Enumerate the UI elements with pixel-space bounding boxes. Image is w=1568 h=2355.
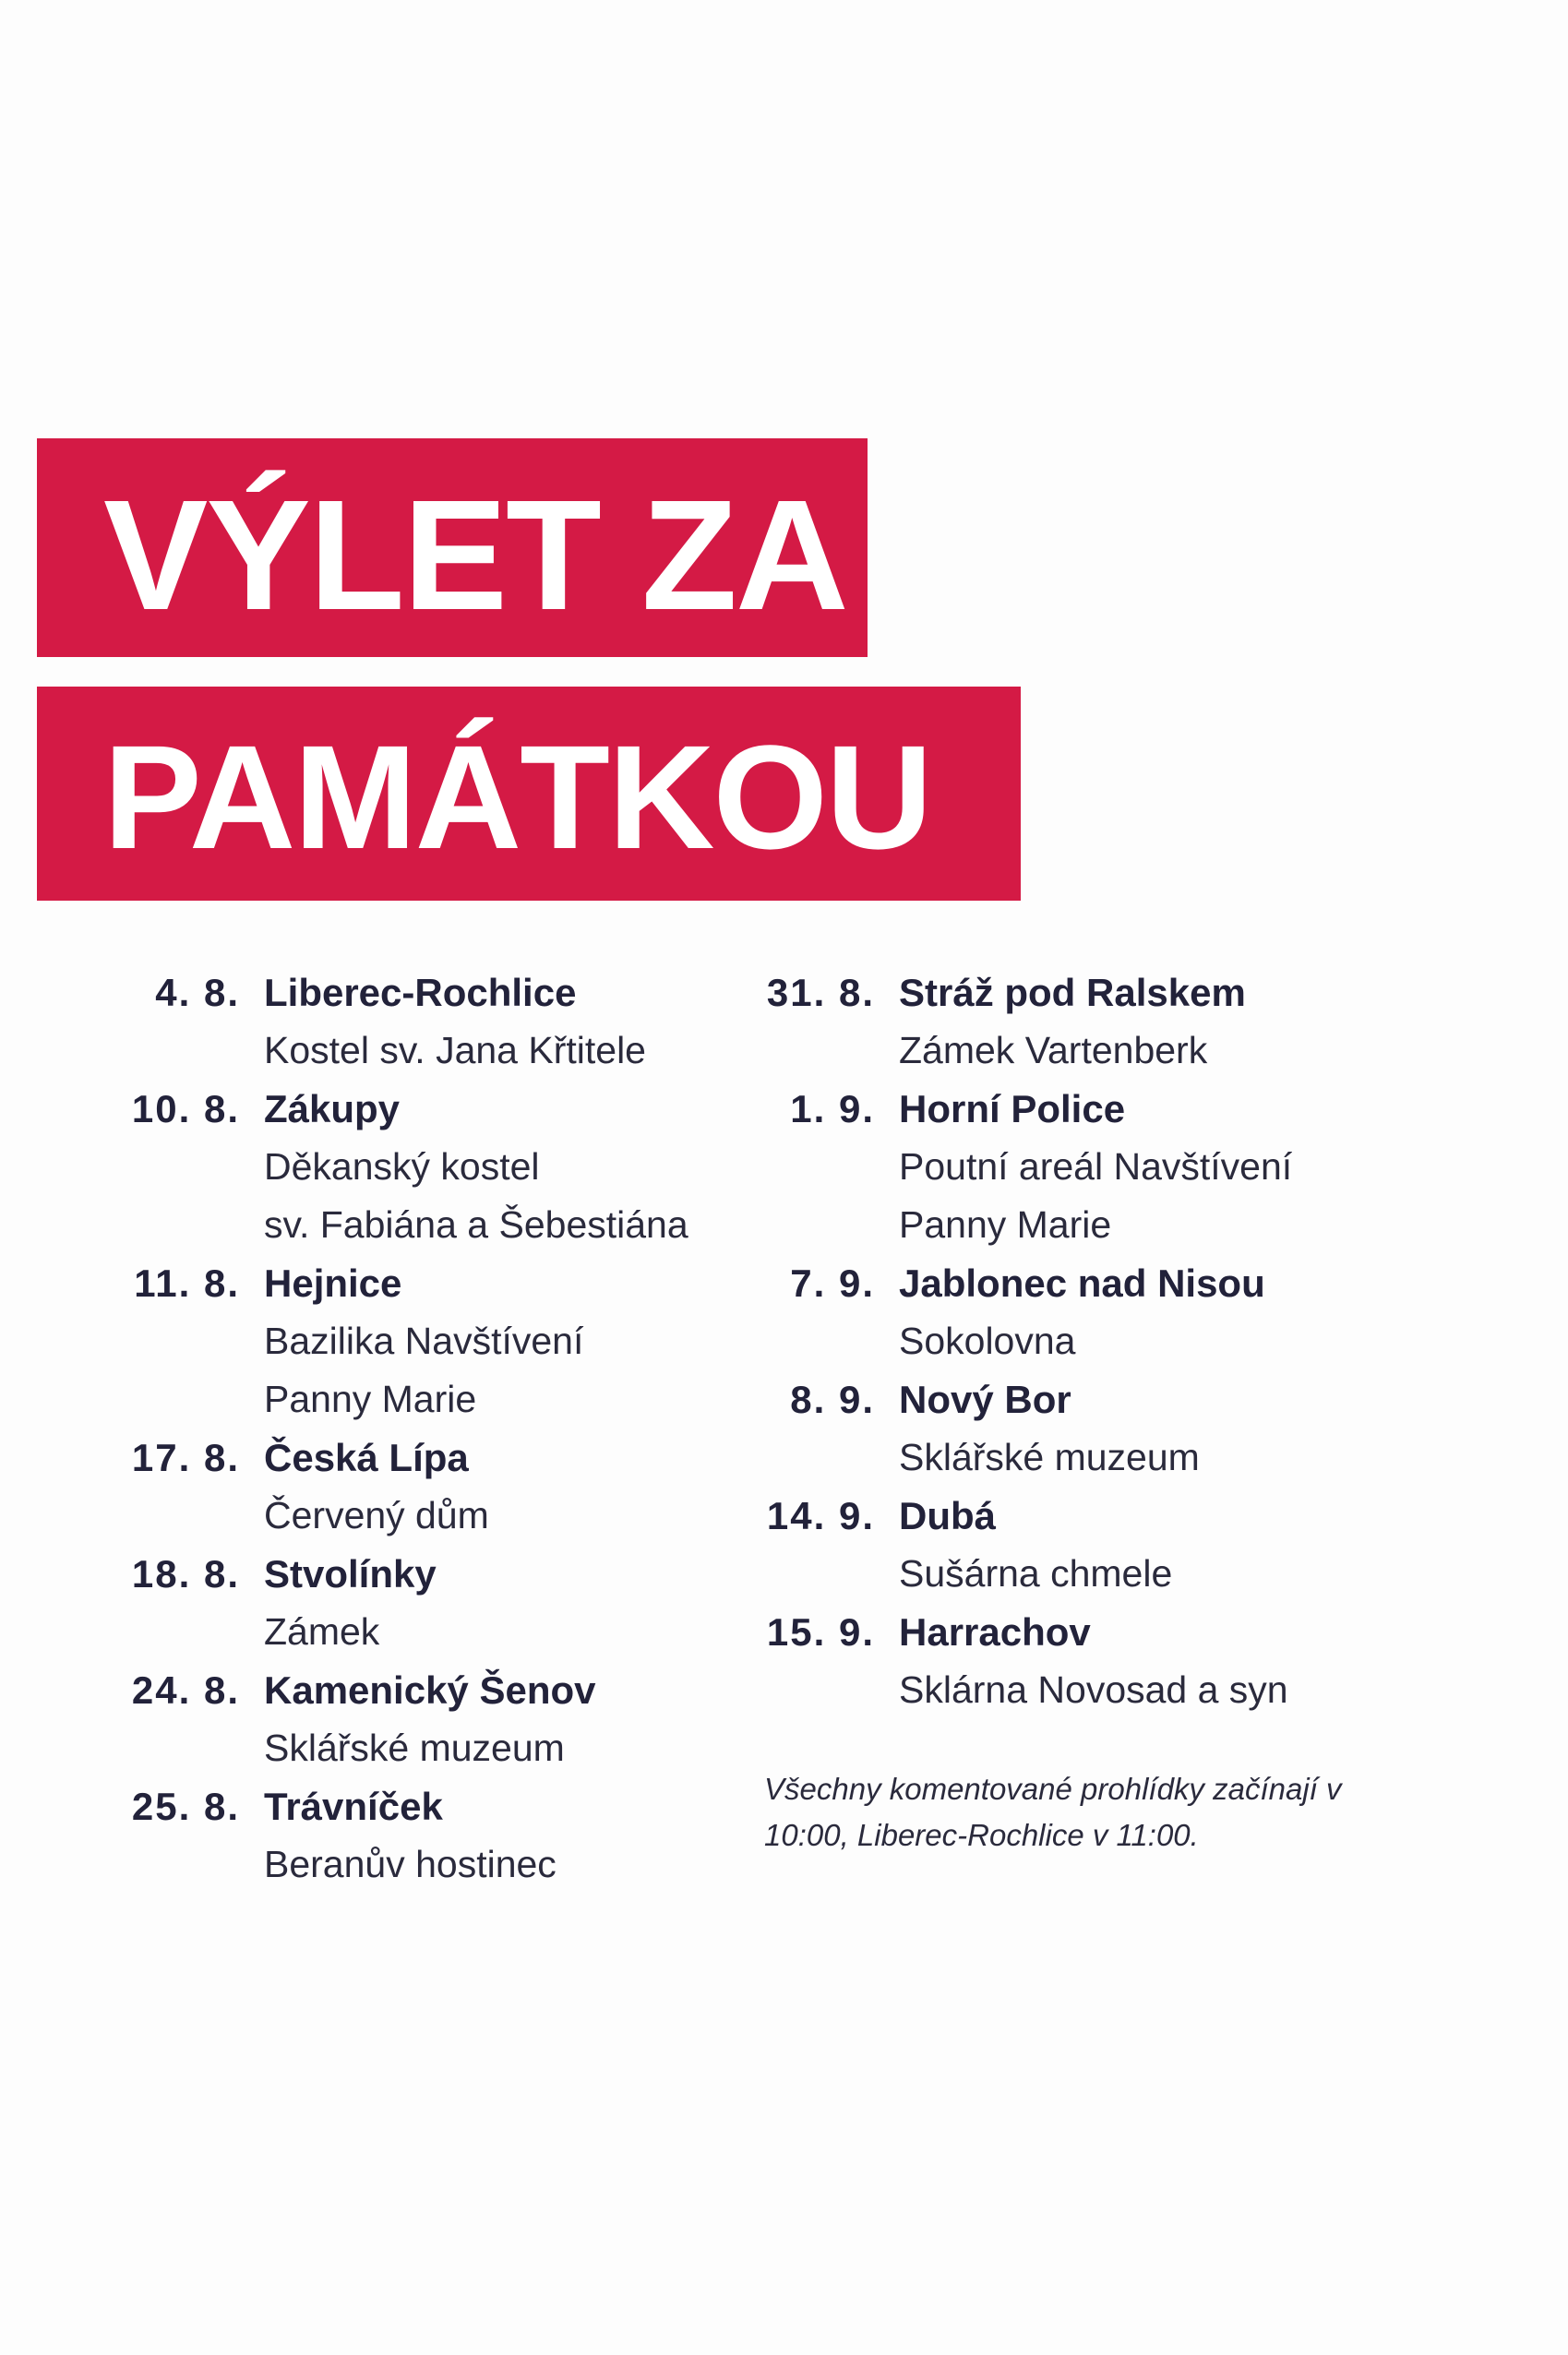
page-title-line-1: VÝLET ZA: [103, 468, 847, 643]
entry-venue: Bazilika Navštívení Panny Marie: [264, 1320, 584, 1420]
entry-place: Harrachov: [899, 1610, 1091, 1654]
entry-venue: Kostel sv. Jana Křtitele: [264, 1029, 646, 1071]
entry-venue: Sklářské muzeum: [899, 1436, 1200, 1478]
entry-date: 18. 8.: [131, 1552, 240, 1596]
entry-venue: Sokolovna: [899, 1320, 1076, 1362]
schedule-entry: [83, 1254, 748, 1429]
entry-venue: Beranův hostinec: [264, 1843, 557, 1885]
schedule-entry: [729, 1080, 1394, 1254]
schedule-entry: [729, 1603, 1394, 1719]
entry-venue: Červený dům: [264, 1494, 489, 1536]
entry-venue: Sklářské muzeum: [264, 1727, 565, 1769]
entry-date: 25. 8.: [131, 1785, 240, 1828]
title-banner-line-1: [37, 438, 868, 657]
entry-place: Liberec-Rochlice: [264, 971, 577, 1014]
schedule-entry: [83, 1545, 748, 1661]
entry-venue: Sklárna Novosad a syn: [899, 1668, 1288, 1711]
page-title-line-2: PAMÁTKOU: [103, 714, 931, 879]
entry-venue: Sušárna chmele: [899, 1552, 1173, 1595]
entry-date: 24. 8.: [131, 1668, 240, 1712]
entry-date: 14. 9.: [766, 1494, 875, 1537]
entry-date: 17. 8.: [131, 1436, 240, 1479]
entry-date: 8. 9.: [790, 1378, 875, 1421]
entry-venue: Poutní areál Navštívení Panny Marie: [899, 1145, 1293, 1246]
schedule-entry: [729, 1487, 1394, 1603]
schedule-entry: [729, 1370, 1394, 1487]
entry-place: Hejnice: [264, 1261, 402, 1305]
schedule-column-right: [729, 963, 1394, 1719]
entry-date: 31. 8.: [766, 971, 875, 1014]
entry-venue: Zámek Vartenberk: [899, 1029, 1208, 1071]
entry-place: Horní Police: [899, 1087, 1126, 1130]
entry-venue: Zámek: [264, 1610, 380, 1653]
entry-place: Nový Bor: [899, 1378, 1071, 1421]
footnote-start-times: Všechny komentované prohlídky začínají v 10:00, Liberec-Rochlice v 11:00.: [764, 1772, 1342, 1852]
entry-date: 15. 9.: [766, 1610, 875, 1654]
entry-date: 10. 8.: [131, 1087, 240, 1130]
schedule-entry: [729, 963, 1394, 1080]
schedule-entry: [83, 1661, 748, 1777]
entry-place: Trávníček: [264, 1785, 443, 1828]
schedule-entry: [83, 1429, 748, 1545]
entry-place: Česká Lípa: [264, 1436, 469, 1479]
entry-place: Stráž pod Ralskem: [899, 971, 1246, 1014]
entry-place: Zákupy: [264, 1087, 401, 1130]
entry-date: 7. 9.: [790, 1261, 875, 1305]
title-banner-line-2: [37, 687, 1021, 901]
schedule-entry: [729, 1254, 1394, 1370]
entry-date: 11. 8.: [134, 1261, 240, 1305]
entry-place: Stvolínky: [264, 1552, 437, 1596]
entry-place: Jablonec nad Nisou: [899, 1261, 1265, 1305]
schedule-column-left: [83, 963, 748, 1894]
schedule-entry: [83, 1080, 748, 1254]
entry-place: Dubá: [899, 1494, 996, 1537]
schedule-entry: [83, 963, 748, 1080]
entry-venue: Děkanský kostel sv. Fabiána a Šebestiána: [264, 1145, 688, 1246]
entry-place: Kamenický Šenov: [264, 1668, 596, 1712]
schedule-entry: [83, 1777, 748, 1894]
entry-date: 1. 9.: [790, 1087, 875, 1130]
entry-date: 4. 8.: [155, 971, 240, 1014]
